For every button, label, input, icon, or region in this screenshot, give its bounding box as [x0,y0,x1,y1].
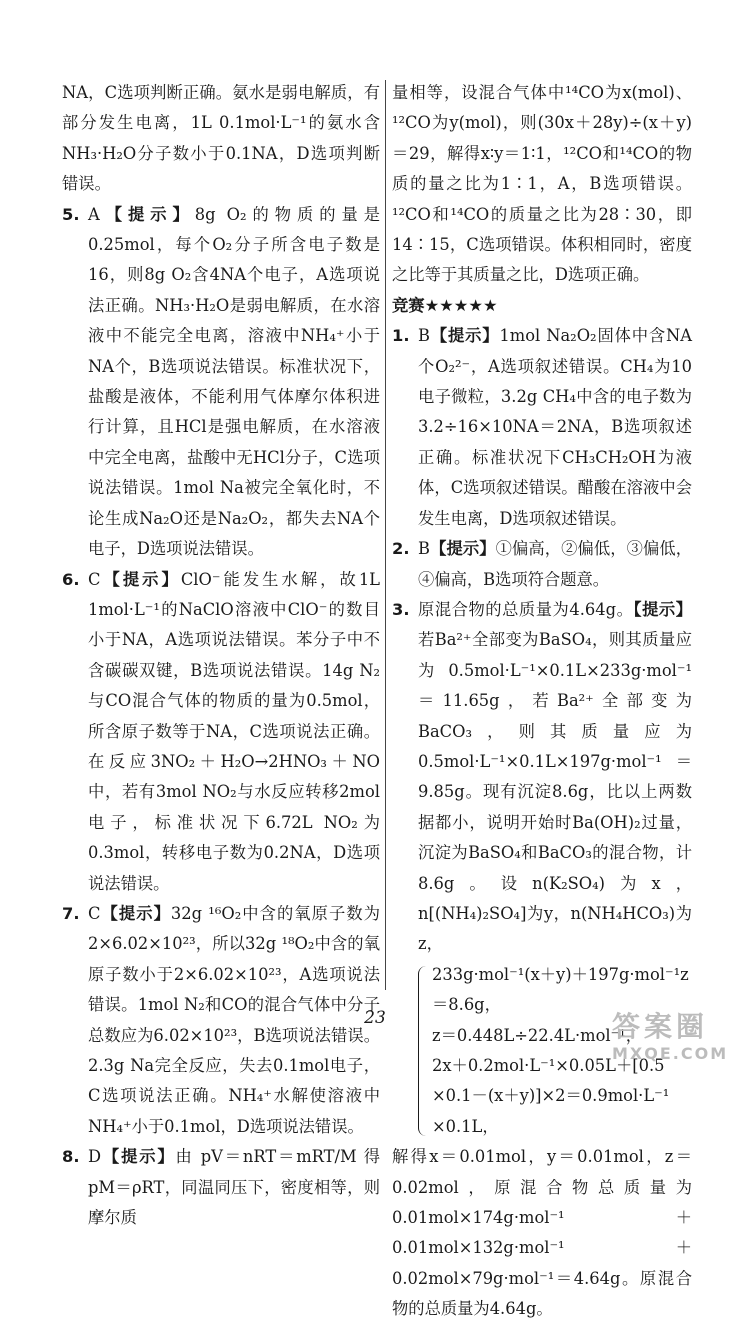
equation-line: ×0.1－(x＋y)]×2＝0.9mol·L⁻¹ [432,1086,670,1106]
equation-line: ＝8.6g， [432,995,501,1015]
answer-letter: C [88,569,101,589]
answer-text: 8g O₂的物质的量是0.25mol，每个O₂分子所含电子数是16，则8g O₂含4NA个电子，A选项说法正确。NH₃·H₂O是弱电解质，在水溶液中不能完全电离，溶液中NH₄⁺小于NA个，B选项说法错误。标准状况下，盐酸是液体，不能利用气体摩尔体积进行计算，且HCl是强电解质，在水溶液中完全电离，盐酸中无HCl分子，C选项说法错误。1mol Na被完全氧化时，不论生成Na₂O还是Na₂O₂，都失去NA个电子，D选项说法错误。 [88,204,380,559]
equation-line: z＝0.448L÷22.4L·mol⁻¹， [432,1025,643,1045]
item-number: 1. [392,326,410,346]
item-number: 2. [392,539,410,559]
item-number: 5. [62,204,80,224]
item-number: 8. [62,1147,80,1167]
answer-letter: D [88,1147,102,1167]
page-number: 23 [364,1008,386,1028]
equation-line: 2x＋0.2mol·L⁻¹×0.05L＋[0.5 [432,1056,665,1075]
section-heading: 竞赛★★★★★ [392,295,498,315]
continued-paragraph: 量相等，设混合气体中¹⁴CO为x(mol)、¹²CO为y(mol)，则(30x＋28y)÷(x＋y)＝29，解得x∶y＝1∶1，¹²CO和¹⁴CO的物质的量之比为1∶1，A，B选项错误。¹²CO和¹⁴CO的质量之比为28∶30，即14∶15，C选项错误。体积相同时，密度之比等于其质量之比，D选项正确。 [392,83,692,285]
answer-text: 若Ba²⁺全部变为BaSO₄，则其质量应为0.5mol·L⁻¹×0.1L×233g·mol⁻¹＝11.65g，若Ba²⁺全部变为BaCO₃，则其质量应为0.5mol·L⁻¹×0.1L×197g·mol⁻¹＝9.85g。现有沉淀8.6g，比以上两数据都小，说明开始时Ba(OH)₂过量，沉淀为BaSO₄和BaCO₃的混合物，计8.6g。设n(K₂SO₄)为x，n[(NH₄)₂SO₄]为y，n(NH₄HCO₃)为z， [418,630,692,954]
right-column [392,78,692,1325]
answer-text: 1mol Na₂O₂固体中含NA个O₂²⁻，A选项叙述错误。CH₄为10电子微粒，3.2g CH₄中含的电子数为3.2÷16×10NA＝2NA，B选项叙述正确。标准状况下CH₃CH₂OH为液体，C选项叙述错误。醋酸在溶液中会发生电离，D选项叙述错误。 [418,326,692,528]
answer-letter: A [88,204,100,224]
hint-label: 【提示】 [100,903,171,923]
answer-text: ClO⁻能发生水解，故1L 1mol·L⁻¹的NaClO溶液中ClO⁻的数目小于NA，A选项说法错误。苯分子中不含碳碳双键，B选项说法错误。14g N₂与CO混合气体的物质的量为0.5mol，所含原子数等于NA，C选项说法正确。在反应3NO₂＋H₂O→2HNO₃＋NO中，若有3mol NO₂与水反应转移2mol电子，标准状况下6.72L NO₂为0.3mol，转移电子数为0.2NA，D选项说法错误。 [88,569,380,893]
item-number: 7. [62,903,80,923]
answer-letter: C [88,903,101,923]
answer-text: 由 pV＝nRT＝mRT/M 得 pM＝ρRT，同温同压下，密度相等，则摩尔质 [88,1147,380,1228]
hint-label: 【提示】 [99,204,195,224]
hint-label: 【提示】 [429,326,500,346]
watermark-logo-text: 答案圈 [612,1010,709,1043]
answer-text: 32g ¹⁶O₂中含的氧原子数为2×6.02×10²³，所以32g ¹⁸O₂中含的氧原子数小于2×6.02×10²³，A选项说法错误。1mol N₂和CO的混合气体中分子总数应为6.02×10²³，B选项说法错误。2.3g Na完全反应，失去0.1mol电子，C选项说法正确。NH₄⁺水解使溶液中NH₄⁺小于0.1mol，D选项说法错误。 [88,903,380,1136]
equation-line: 233g·mol⁻¹(x＋y)＋197g·mol⁻¹z [432,964,689,984]
column-divider [385,80,386,990]
solution-paragraph: 解得x＝0.01mol，y＝0.01mol，z＝0.02mol，原混合物总质量为0.01mol×174g·mol⁻¹＋0.01mol×132g·mol⁻¹＋0.02mol×79g·mol⁻¹＝4.64g。原混合物的总质量为4.64g。 [392,1147,692,1319]
answer-letter: B [418,539,430,559]
answer-item-1 [392,321,692,534]
answer-item-5 [62,200,380,565]
hint-label: 【提示】 [429,539,496,559]
left-brace [418,966,427,1136]
answer-text: ①偏高，②偏低，③偏低，④偏高，B选项符合题意。 [418,539,692,589]
answer-item-2 [392,534,692,595]
answer-item-8 [62,1142,380,1233]
hint-label: 【提示】 [101,1147,176,1167]
item-number: 3. [392,599,410,619]
hint-label: 【提示】 [100,569,181,589]
watermark-site-text: MXQE.COM [612,1044,729,1063]
answer-item-6 [62,565,380,899]
answer-lead: 原混合物的总质量为4.64g。 [418,599,634,619]
hint-label: 【提示】 [633,599,692,619]
answer-item-3 [392,595,692,960]
left-column [62,78,380,1233]
answer-letter: B [418,326,430,346]
watermark-logo [612,1010,742,1070]
continued-paragraph: NA，C选项判断正确。氨水是弱电解质，有部分发生电离，1L 0.1mol·L⁻¹的氨水含NH₃·H₂O分子数小于0.1NA，D选项判断错误。 [62,83,380,194]
equation-line: ×0.1L， [432,1116,499,1136]
item-number: 6. [62,569,80,589]
